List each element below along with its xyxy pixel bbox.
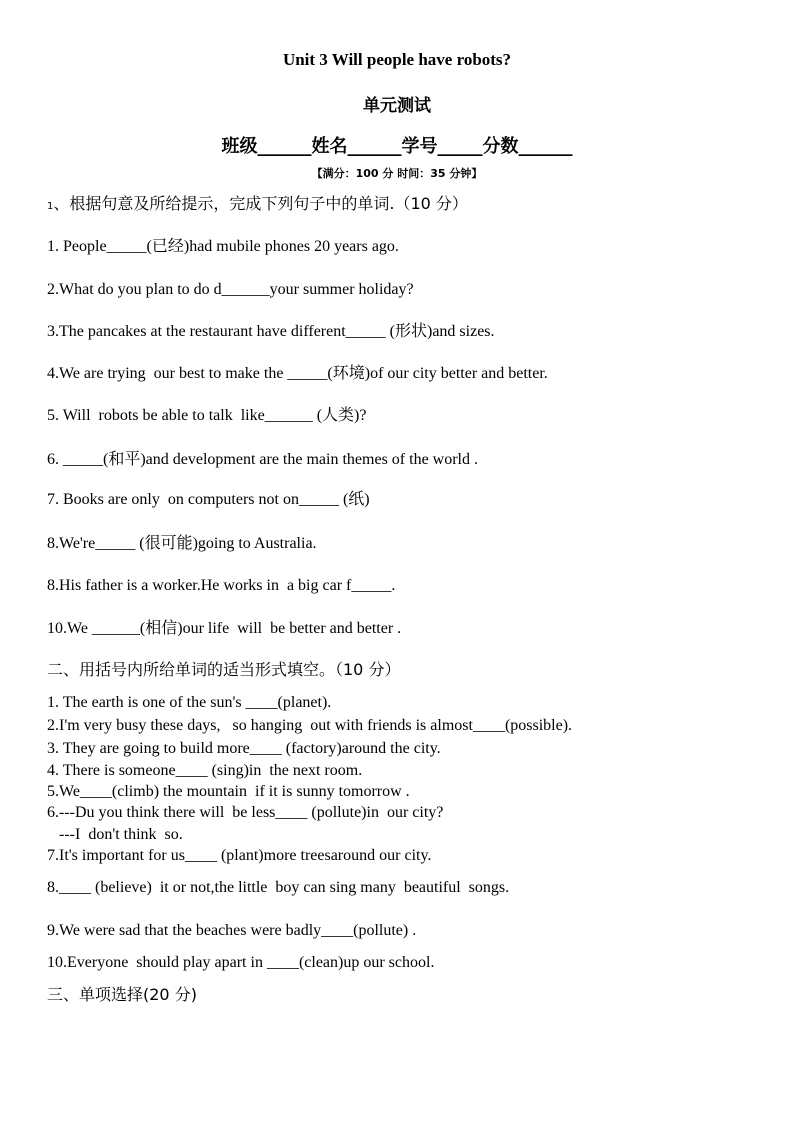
section-2-item: 2.I'm very busy these days, so hanging out with friends is almost____(possible). <box>47 717 573 734</box>
section-2-item: 8.____ (believe) it or not,the little boy can sing many beautiful songs. <box>47 879 510 896</box>
section-2-item: 3. They are going to build more____ (factory)around the city. <box>47 740 441 757</box>
exam-meta: 【满分：100 分 时间：35 分钟】 <box>311 167 483 180</box>
section-1-item: 4.We are trying our best to make the _____(环境)of our city better and better. <box>47 365 548 382</box>
student-info-line: 班级______姓名______学号_____分数______ <box>221 136 573 157</box>
section-2-item: 5.We____(climb) the mountain if it is sunny tomorrow . <box>47 783 410 800</box>
section-2-item: 1. The earth is one of the sun's ____(planet). <box>47 694 332 711</box>
section-1-item: 7. Books are only on computers not on_____ (纸) <box>47 491 370 508</box>
section-1-item: 5. Will robots be able to talk like______ (人类)? <box>47 407 367 424</box>
section-2-item: ---I don't think so. <box>47 826 183 843</box>
page-title: Unit 3 Will people have robots? <box>282 50 512 69</box>
section-2-item: 7.It's important for us____ (plant)more treesaround our city. <box>47 847 432 864</box>
page-subtitle: 单元测试 <box>363 96 431 116</box>
section-2-item: 10.Everyone should play apart in ____(clean)up our school. <box>47 954 435 971</box>
section-1-item: 1. People_____(已经)had mubile phones 20 years ago. <box>47 238 399 255</box>
section-1-item: 8.We're_____ (很可能)going to Australia. <box>47 535 317 552</box>
section-1-heading-text: 、根据句意及所给提示，完成下列句子中的单词.（10 分） <box>53 194 468 213</box>
section-1-heading <box>47 194 468 217</box>
section-2-item: 6.---Du you think there will be less____ (pollute)in our city? <box>47 804 444 821</box>
section-2-item: 4. There is someone____ (sing)in the next room. <box>47 762 363 779</box>
section-1-item: 6. _____(和平)and development are the main themes of the world . <box>47 451 478 468</box>
section-3-heading: 三、单项选择(20 分) <box>47 985 197 1004</box>
section-1-item: 2.What do you plan to do d______your summer holiday? <box>47 281 414 298</box>
section-2-heading: 二、用括号内所给单词的适当形式填空。（10 分） <box>47 660 401 679</box>
section-1-item: 8.His father is a worker.He works in a big car f_____. <box>47 577 396 594</box>
section-1-item: 3.The pancakes at the restaurant have different_____ (形状)and sizes. <box>47 323 495 340</box>
section-2-item: 9.We were sad that the beaches were badly____(pollute) . <box>47 922 417 939</box>
section-1-item: 10.We ______(相信)our life will be better and better . <box>47 620 402 637</box>
section-1-number: 1 <box>47 201 54 212</box>
